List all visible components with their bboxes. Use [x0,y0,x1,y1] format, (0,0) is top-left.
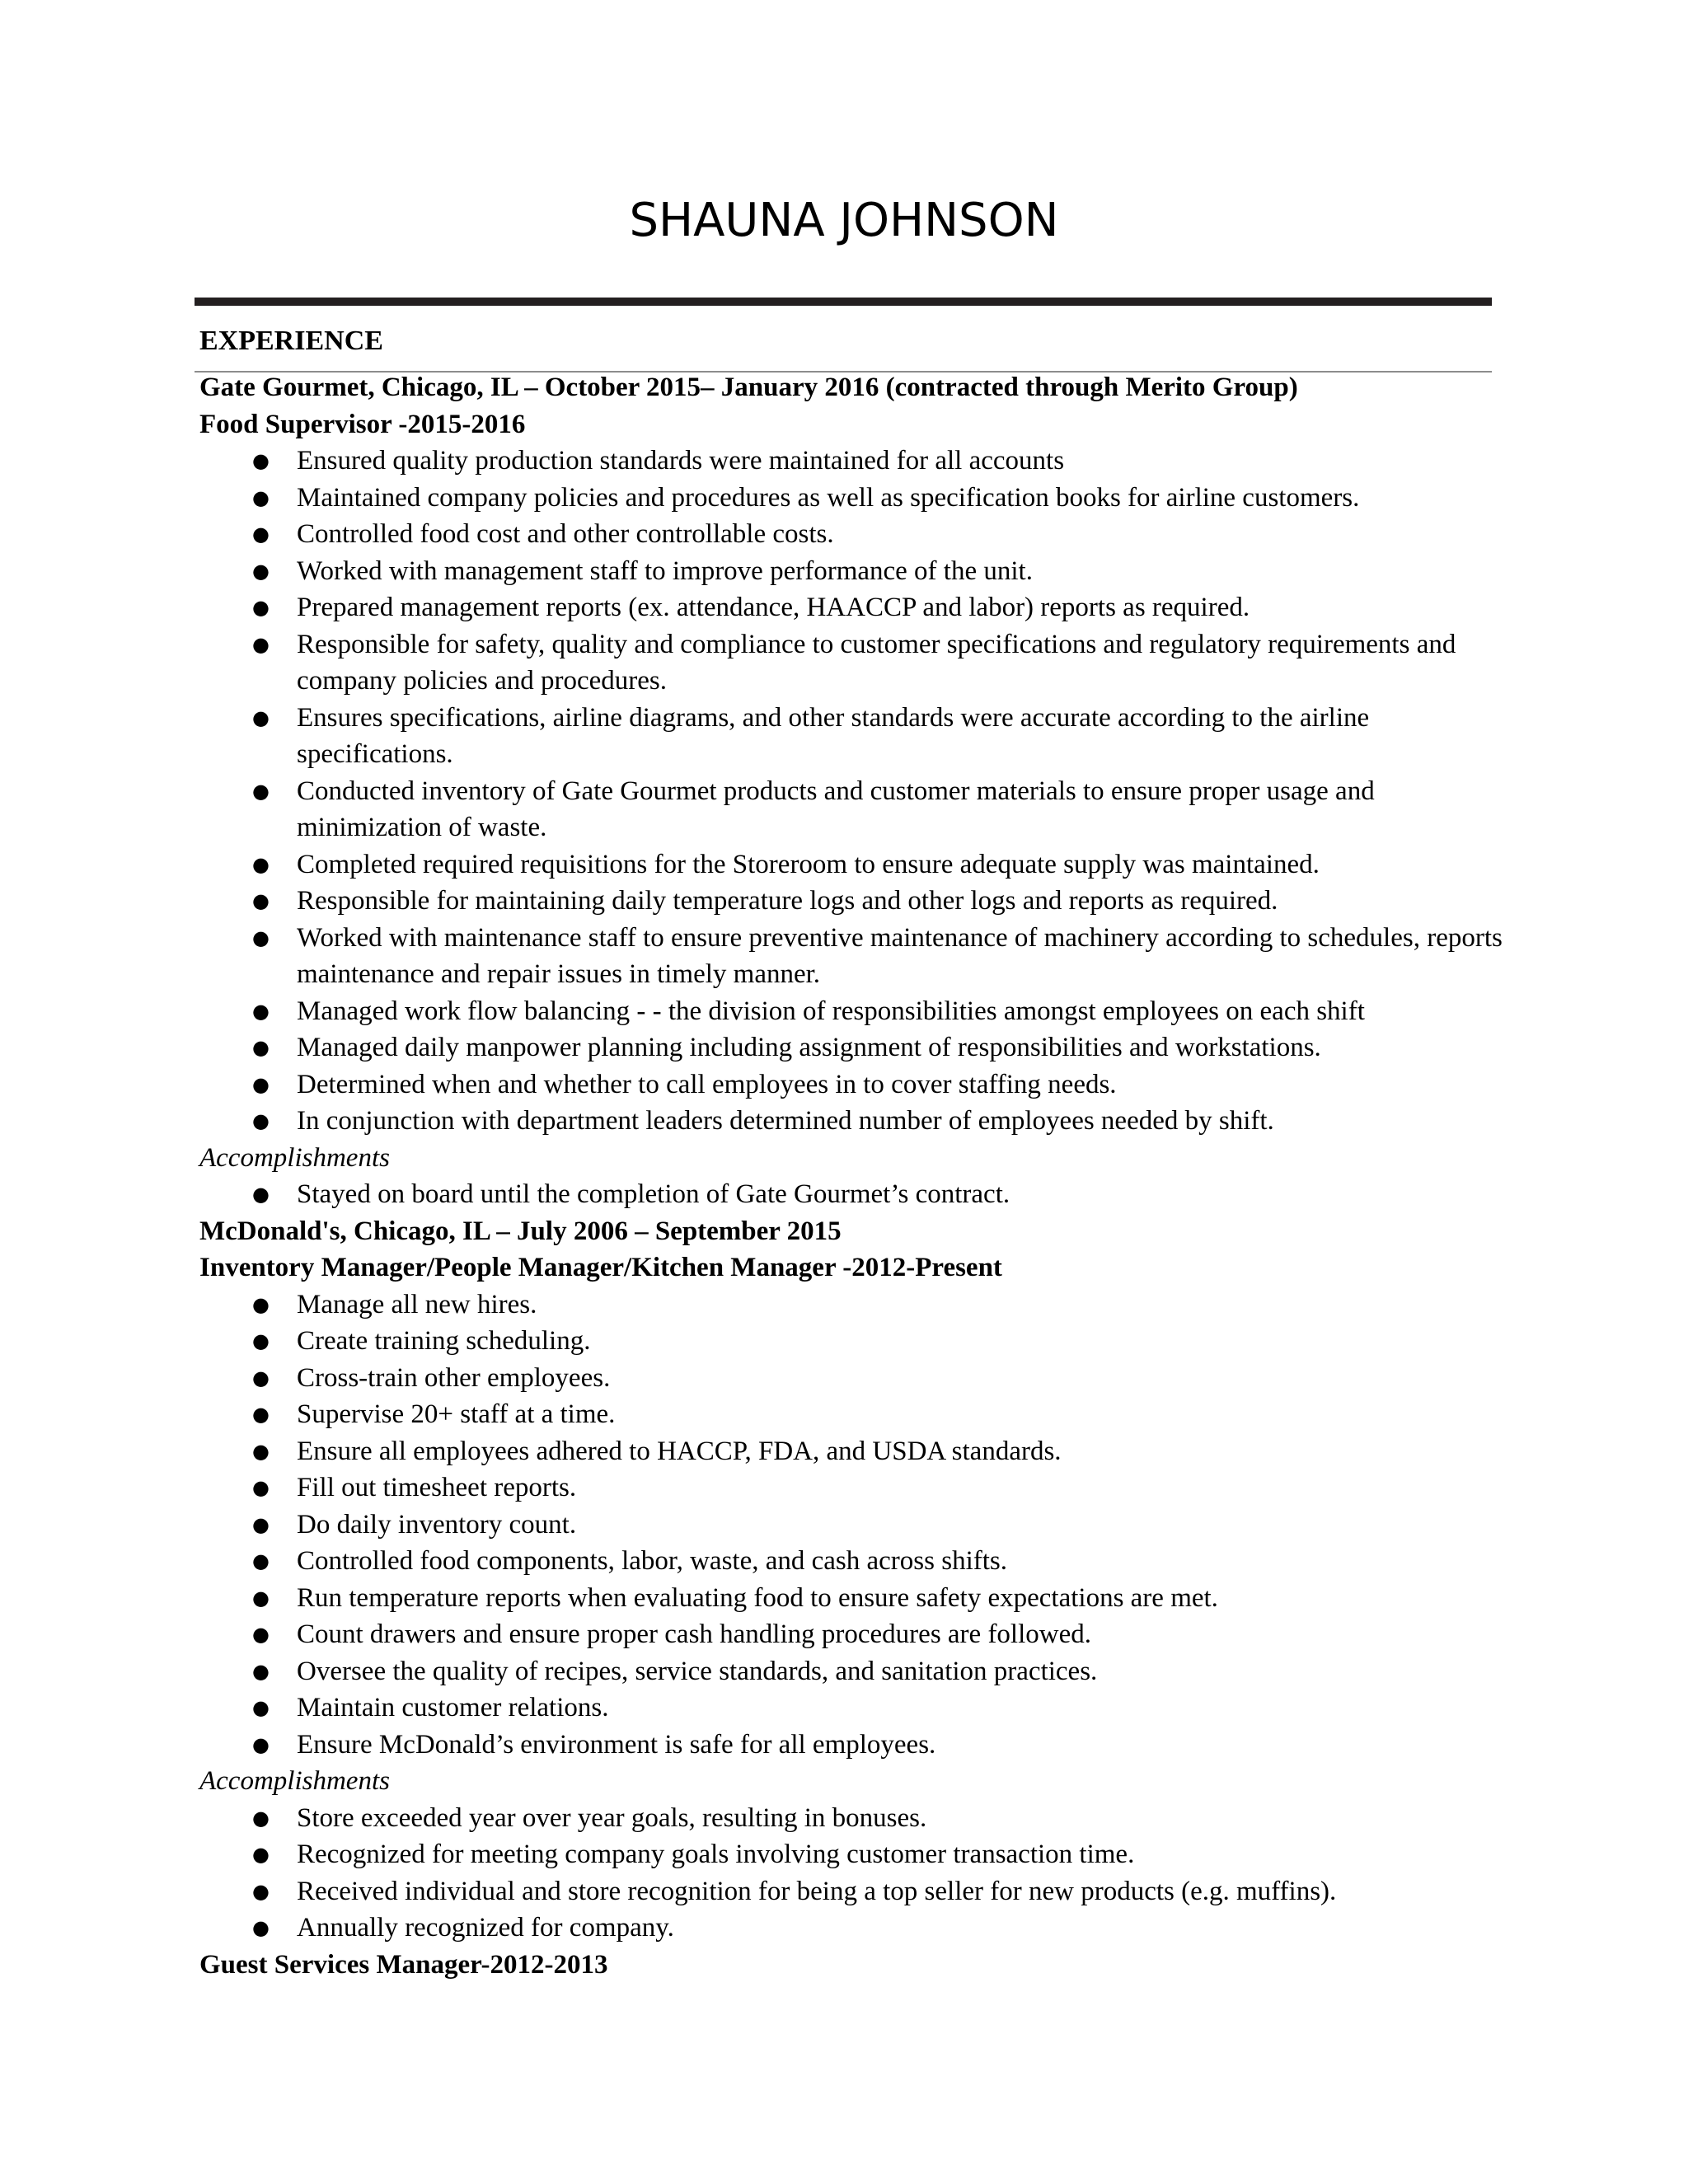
bullet-icon: ● [252,1623,270,1646]
job-employer-line: Gate Gourmet, Chicago, IL – October 2015– January 2016 (contracted through Merito Group) [199,373,1298,402]
bullet-icon: ● [252,1806,270,1830]
bullet-icon: ● [252,705,270,729]
bullet-icon: ● [252,999,270,1023]
bullet-icon: ● [252,779,270,803]
bullet-icon: ● [252,449,270,472]
list-item: ● Ensures specifications, airline diagrams, and other standards were accurate according to the airline specifications. [199,700,1508,773]
list-item: ● Maintain customer relations. [199,1690,1508,1727]
job-entry [199,1213,1497,1984]
list-item: ● Prepared management reports (ex. attendance, HAACCP and labor) reports as required. [199,589,1508,626]
job-title-line: Food Supervisor -2015-2016 [199,409,526,439]
list-item: ● Store exceeded year over year goals, resulting in bonuses. [199,1800,1508,1837]
bullet-icon: ● [252,1879,270,1903]
list-item: ● Worked with maintenance staff to ensure preventive maintenance of machinery according to schedules, reports maintenance and repair issues in timely manner. [199,920,1508,993]
section-heading-experience: EXPERIENCE [199,326,383,356]
bullet-icon: ● [252,1292,270,1316]
list-item: ● Cross-train other employees. [199,1360,1508,1397]
bullet-icon: ● [252,1586,270,1610]
list-item: ● Manage all new hires. [199,1286,1508,1324]
list-item: ● Annually recognized for company. [199,1910,1508,1947]
list-item: ● Run temperature reports when evaluating food to ensure safety expectations are met. [199,1580,1508,1617]
list-item: ● Ensured quality production standards were maintained for all accounts [199,443,1508,480]
bullet-icon: ● [252,1732,270,1756]
bullet-icon: ● [252,926,270,949]
job-title-line: Guest Services Manager-2012-2013 [199,1949,608,1980]
bullet-icon: ● [252,1072,270,1096]
bullet-icon: ● [252,596,270,619]
bullet-icon: ● [252,1109,270,1132]
list-item: ● Count drawers and ensure proper cash handling procedures are followed. [199,1616,1508,1653]
list-item: ● Fill out timesheet reports. [199,1469,1508,1507]
bullet-icon: ● [252,1549,270,1572]
bullet-icon: ● [252,1476,270,1499]
bullet-icon: ● [252,1036,270,1059]
job-employer-line: McDonald's, Chicago, IL – July 2006 – September 2015 [199,1216,842,1246]
list-item: ● Do daily inventory count. [199,1507,1508,1544]
accomplishments-label: Accomplishments [199,1766,390,1796]
bullet-icon: ● [252,485,270,509]
list-item: ● Responsible for safety, quality and compliance to customer specifications and regulatory requirements and company policies and procedures. [199,626,1508,700]
list-item: ● Conducted inventory of Gate Gourmet products and customer materials to ensure proper usage and minimization of waste. [199,773,1508,846]
bullet-icon: ● [252,889,270,912]
bullet-icon: ● [252,1659,270,1683]
list-item: ● Completed required requisitions for the Storeroom to ensure adequate supply was maintained. [199,846,1508,883]
list-item: ● Oversee the quality of recipes, service standards, and sanitation practices. [199,1653,1508,1690]
list-item: ● Controlled food components, labor, waste, and cash across shifts. [199,1543,1508,1580]
job-duties-list [199,443,1503,1140]
bullet-icon: ● [252,1183,270,1206]
list-item: ● Ensure McDonald’s environment is safe for all employees. [199,1727,1508,1764]
bullet-icon: ● [252,1403,270,1426]
list-item: ● Recognized for meeting company goals involving customer transaction time. [199,1836,1508,1873]
list-item: ● Maintained company policies and procedures as well as specification books for airline customers. [199,480,1508,517]
bullet-icon: ● [252,523,270,546]
list-item: ● Create training scheduling. [199,1323,1508,1360]
list-item: ● Received individual and store recognition for being a top seller for new products (e.g. muffins). [199,1873,1508,1910]
bullet-icon: ● [252,1512,270,1536]
bullet-icon: ● [252,559,270,583]
list-item: ● Managed daily manpower planning including assignment of responsibilities and workstations. [199,1029,1508,1066]
resume-name: SHAUNA JOHNSON [629,194,1059,247]
list-item: ● Determined when and whether to call employees in to cover staffing needs. [199,1066,1508,1104]
job-entry [199,369,1503,1213]
bullet-icon: ● [252,1696,270,1719]
bullet-icon: ● [252,1916,270,1939]
accomplishments-label: Accomplishments [199,1142,390,1173]
list-item: ● Responsible for maintaining daily temperature logs and other logs and reports as required. [199,883,1508,920]
job-title-line: Inventory Manager/People Manager/Kitchen Manager -2012-Present [199,1253,1002,1282]
list-item: ● Controlled food cost and other controllable costs. [199,516,1508,553]
bullet-icon: ● [252,632,270,656]
resume-body [199,323,1503,1983]
bullet-icon: ● [252,1439,270,1463]
bullet-icon: ● [252,1366,270,1390]
accomplishments-list [199,1800,1497,1947]
job-duties-list [199,1286,1497,1764]
bullet-icon: ● [252,1329,270,1352]
list-item: ● Supervise 20+ staff at a time. [199,1396,1508,1433]
list-item: ● Worked with management staff to improve performance of the unit. [199,553,1508,590]
list-item: ● Ensure all employees adhered to HACCP, FDA, and USDA standards. [199,1433,1508,1470]
list-item: ● Managed work flow balancing - - the division of responsibilities amongst employees on each shift [199,993,1508,1030]
bullet-icon: ● [252,852,270,876]
list-item: ● In conjunction with department leaders determined number of employees needed by shift. [199,1103,1508,1140]
list-item: ● Stayed on board until the completion of Gate Gourmet’s contract. [199,1176,1508,1213]
bullet-icon: ● [252,1843,270,1866]
accomplishments-list [199,1176,1497,1213]
header-divider [195,298,1492,306]
